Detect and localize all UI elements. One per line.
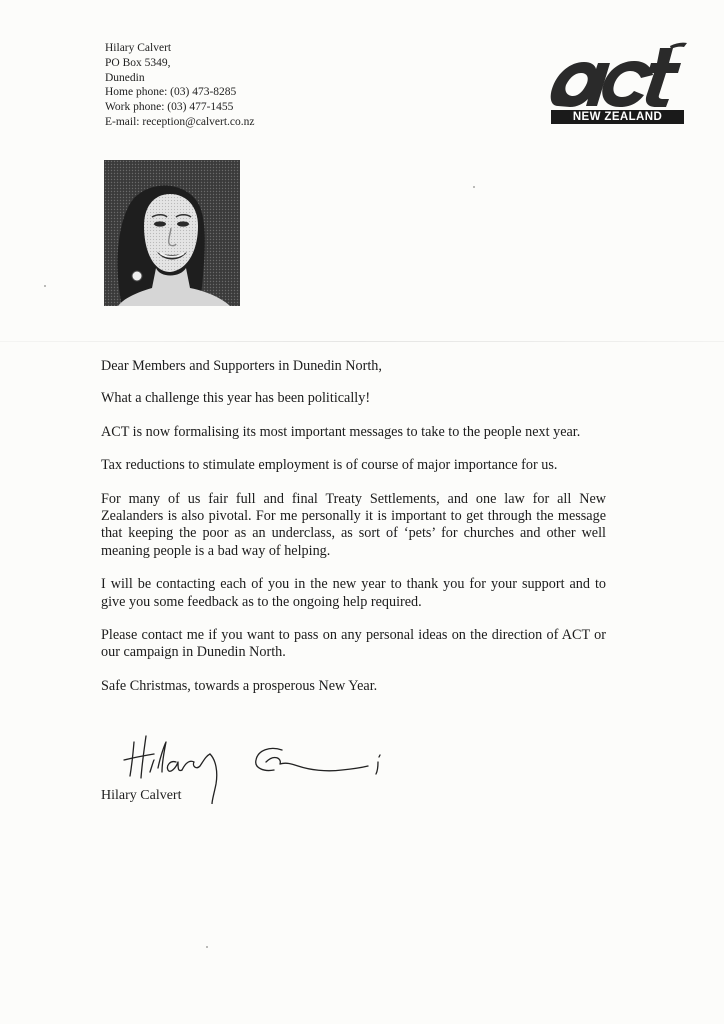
sender-work-phone: Work phone: (03) 477-1455 [105, 101, 234, 114]
letter-closing: Safe Christmas, towards a prosperous New Year. [101, 677, 378, 694]
letter-paragraph: Tax reductions to stimulate employment is of course of major importance for us. [101, 457, 558, 474]
letter-salutation: Dear Members and Supporters in Dunedin North, [101, 358, 382, 374]
logo-new-zealand-band: NEW ZEALAND [551, 110, 684, 124]
sender-po-box: PO Box 5349, [105, 56, 171, 69]
sender-city: Dunedin [105, 71, 145, 84]
sender-name: Hilary Calvert [105, 42, 172, 54]
scan-speck [44, 285, 46, 287]
letter-paragraph: For many of us fair full and final Treaty Settlements, and one law for all New Zealanders is also pivotal. For me personally it is important to get through the message that keeping the poor as an underclass, as sort of ‘pets’ for churches and other well meaning people is a bad way of helping. [101, 490, 606, 559]
letter-paragraph: What a challenge this year has been politically! [101, 390, 371, 407]
portrait-image [104, 160, 240, 306]
candidate-portrait-photo [104, 160, 240, 306]
signature-printed-name: Hilary Calvert [101, 788, 182, 803]
letter-body [101, 358, 606, 711]
scan-speck [206, 946, 208, 948]
sender-address-block [105, 41, 254, 130]
paper-fold-line [0, 341, 724, 342]
scan-speck [473, 186, 475, 188]
act-wordmark-graphic [548, 40, 688, 112]
sender-home-phone: Home phone: (03) 473-8285 [105, 86, 237, 99]
letter-paragraph: I will be contacting each of you in the new year to thank you for your support and to give you some feedback as to the ongoing help required. [101, 576, 606, 610]
act-new-zealand-logo [548, 40, 688, 128]
sender-email: E-mail: reception@calvert.co.nz [105, 115, 255, 128]
letter-paragraph: ACT is now formalising its most important messages to take to the people next year. [101, 423, 581, 440]
letter-paragraph: Please contact me if you want to pass on any personal ideas on the direction of ACT or our campaign in Dunedin North. [101, 627, 606, 661]
